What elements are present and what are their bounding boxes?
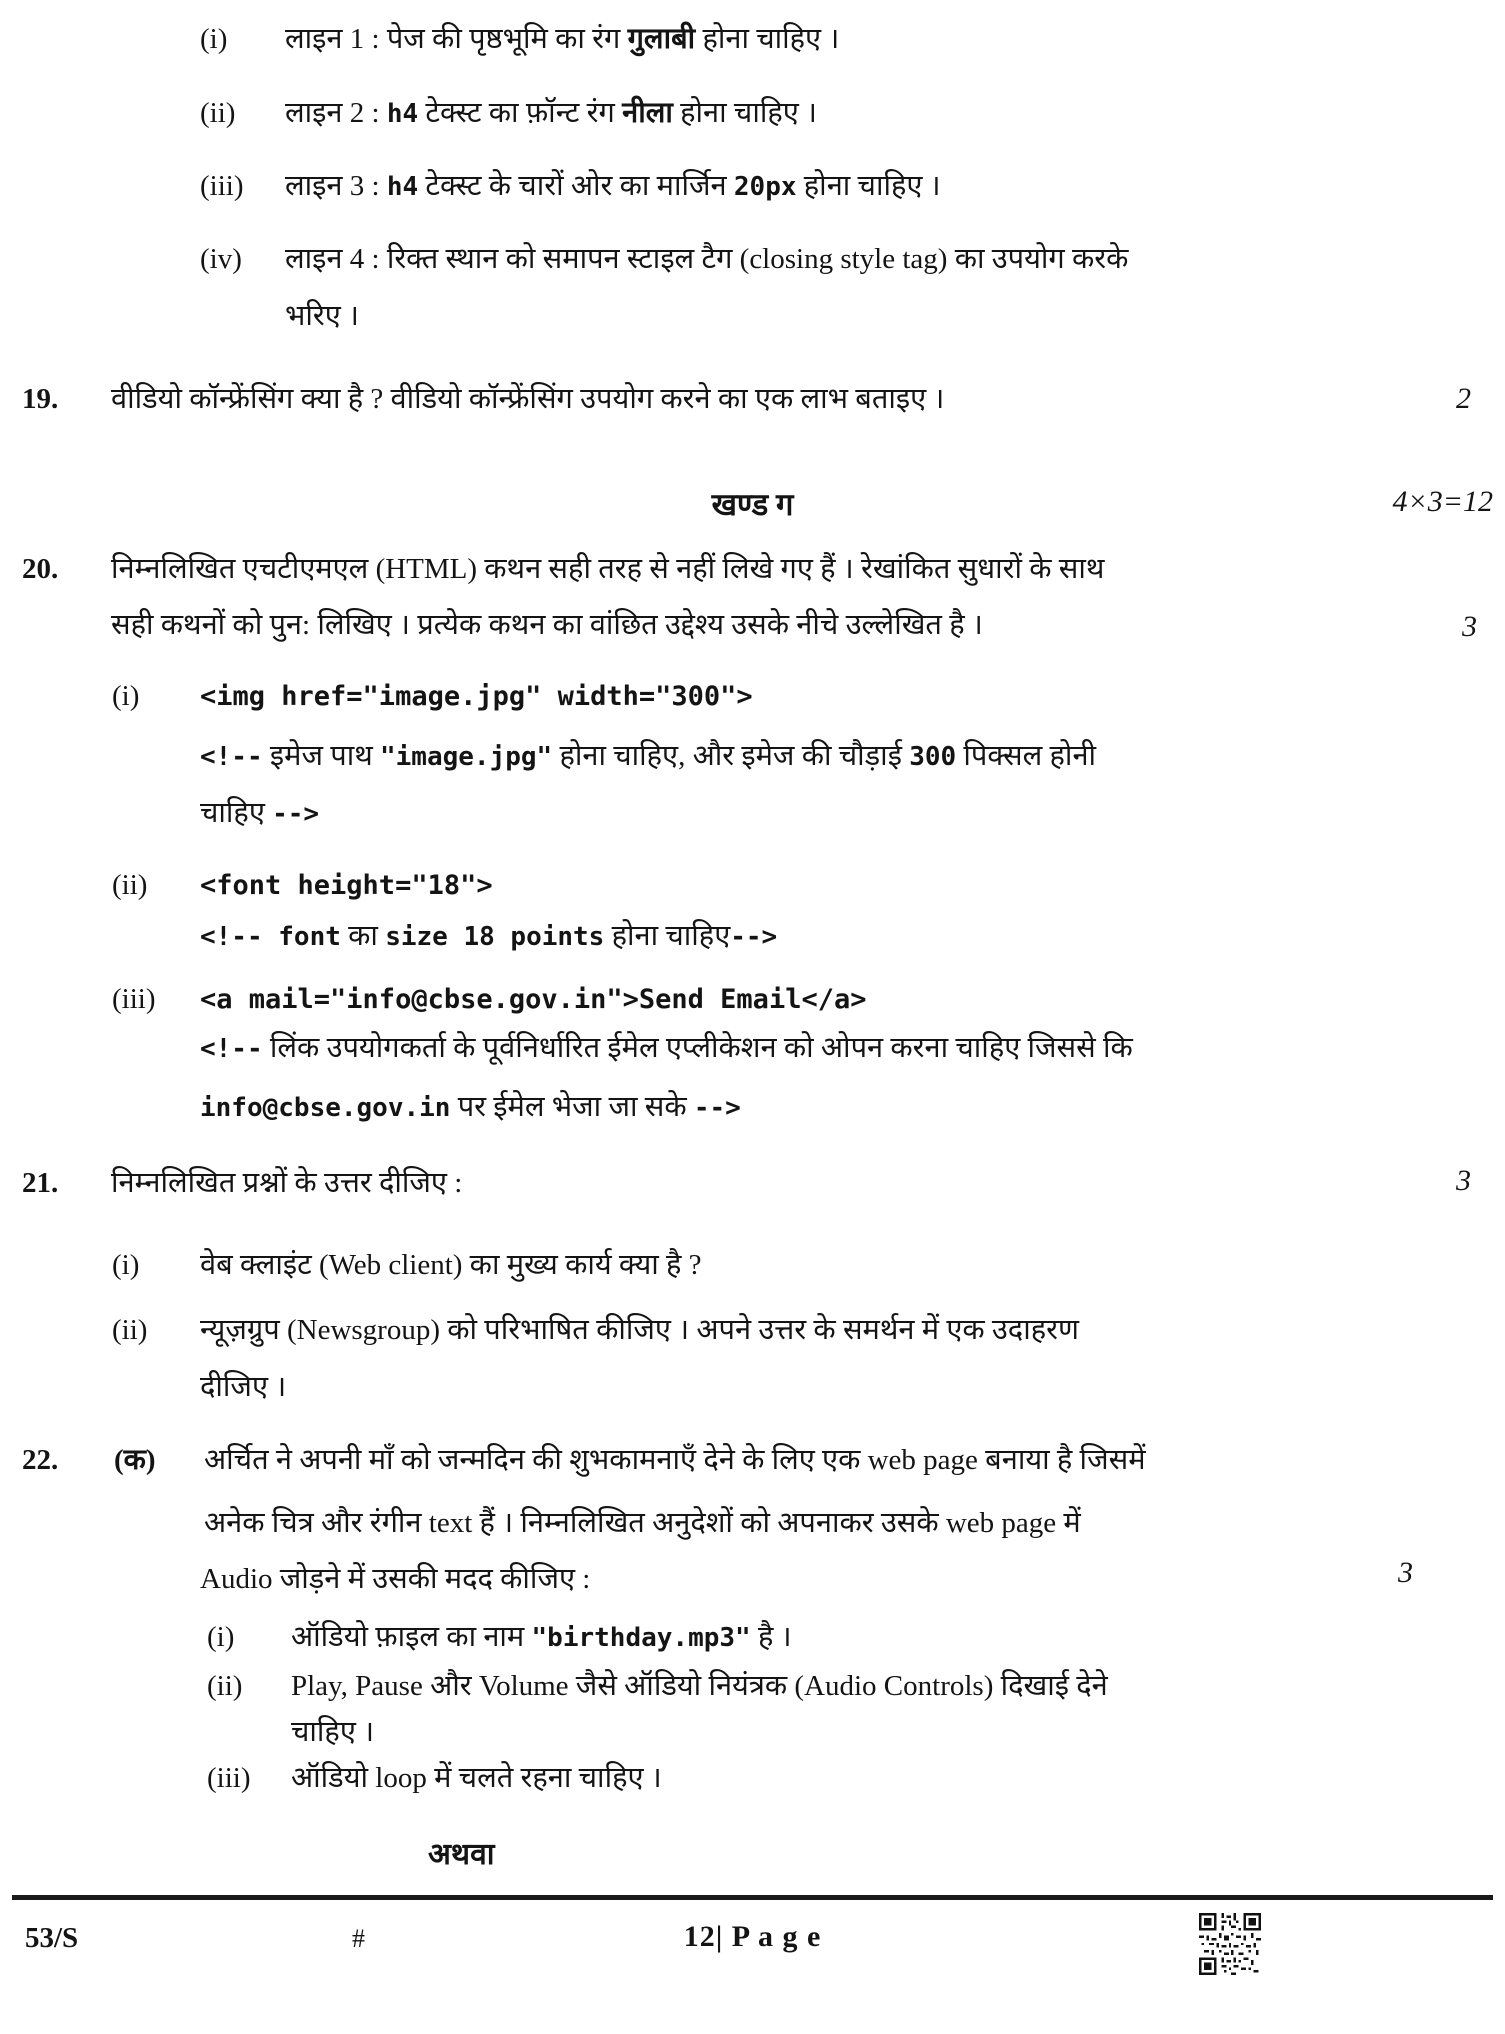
item-number: (iv): [200, 243, 242, 275]
intro-item-4: [200, 240, 1128, 279]
q21-item-2-line1: [112, 1311, 1079, 1350]
item-text: लाइन 2 :: [285, 97, 387, 129]
intro-item-2: [200, 94, 817, 133]
marks-q21: 3: [1456, 1164, 1471, 1197]
q20-item-3-comment-line2: [200, 1088, 741, 1127]
question-text: अर्चित ने अपनी माँ को जन्मदिन की शुभकामनाएँ देने के लिए एक web page बनाया है जिसमें: [204, 1444, 1146, 1476]
q22-item-3: [207, 1759, 662, 1798]
item-number: (i): [200, 23, 228, 55]
question-number: 20.: [22, 553, 59, 585]
item-number: (iii): [207, 1762, 251, 1794]
hash-mark: #: [352, 1924, 365, 1953]
question-22-line2: [204, 1504, 1081, 1543]
item-text: भरिए ।: [285, 300, 360, 332]
part-label: (क): [114, 1444, 156, 1476]
bold-word: गुलाबी: [627, 23, 696, 55]
code-token: info@cbse.gov.in: [200, 1093, 451, 1123]
item-text: टेक्स्ट के चारों ओर का मार्जिन: [418, 170, 734, 202]
comment-open: <!--: [200, 1034, 263, 1064]
comment-text: होना चाहिए: [604, 920, 731, 952]
question-text: निम्नलिखित प्रश्नों के उत्तर दीजिए :: [111, 1167, 463, 1199]
html-code: <font height="18">: [200, 870, 493, 901]
question-text: अनेक चित्र और रंगीन text हैं । निम्नलिखित अनुदेशों को अपनाकर उसके web page में: [204, 1507, 1081, 1539]
code-token: "image.jpg": [380, 742, 553, 772]
item-text: न्यूज़ग्रुप (Newsgroup) को परिभाषित कीजिए । अपने उत्तर के समर्थन में एक उदाहरण: [200, 1314, 1079, 1346]
comment-text: इमेज पाथ: [262, 740, 380, 772]
comment-close: -->: [730, 922, 778, 952]
question-21: [22, 1164, 462, 1203]
item-text: लाइन 3 :: [285, 170, 387, 202]
bold-word: नीला: [622, 97, 673, 129]
comment-open: <!--: [200, 742, 263, 772]
item-number: (i): [207, 1621, 235, 1653]
item-text: टेक्स्ट का फ़ॉन्ट रंग: [418, 97, 623, 129]
question-20-line1: [22, 550, 1104, 589]
question-number: 19.: [22, 383, 59, 415]
item-text: दीजिए ।: [200, 1371, 287, 1403]
comment-text: लिंक उपयोगकर्ता के पूर्वनिर्धारित ईमेल एप्लीकेशन को ओपन करना चाहिए जिससे कि: [262, 1032, 1133, 1064]
marks-q20: 3: [1462, 610, 1477, 643]
comment-text: चाहिए: [200, 797, 273, 829]
item-number: (iii): [200, 170, 244, 202]
code-token: 300: [909, 742, 957, 772]
question-22-line1: [22, 1441, 1146, 1480]
q20-item-1-comment-line1: [200, 737, 1096, 776]
code-token: size 18 points: [385, 922, 605, 952]
qr-code-icon: [1198, 1913, 1262, 1975]
q20-item-3-comment-line1: [200, 1029, 1133, 1068]
section-marks: 4×3=12: [1392, 485, 1493, 518]
html-code: <img href="image.jpg" width="300">: [200, 681, 753, 712]
comment-text: होना चाहिए, और इमेज की चौड़ाई: [552, 740, 910, 772]
question-20-line2: [111, 606, 983, 645]
q20-item-2-code: [112, 866, 493, 905]
comment-close: -->: [693, 1093, 741, 1123]
marks-q22: 3: [1398, 1556, 1413, 1589]
question-text: निम्नलिखित एचटीएमएल (HTML) कथन सही तरह से नहीं लिखे गए हैं । रेखांकित सुधारों के साथ: [111, 553, 1105, 585]
item-text: ऑडियो फ़ाइल का नाम: [291, 1621, 532, 1653]
comment-open: <!-- font: [200, 922, 341, 952]
item-text: है ।: [750, 1621, 792, 1653]
item-text: लाइन 4 : रिक्त स्थान को समापन स्टाइल टैग (closing style tag) का उपयोग करके: [285, 243, 1129, 275]
q20-item-3-code: [112, 980, 866, 1019]
comment-close: -->: [272, 799, 320, 829]
q21-item-1: [112, 1246, 702, 1285]
question-number: 22.: [22, 1444, 59, 1476]
code-token: h4: [386, 172, 419, 202]
q20-item-2-comment: [200, 917, 777, 956]
item-number: (iii): [112, 983, 156, 1015]
q22-item-1: [207, 1618, 792, 1657]
question-22-line3: [200, 1560, 590, 1599]
item-text: Play, Pause और Volume जैसे ऑडियो नियंत्रक (Audio Controls) दिखाई देने: [291, 1670, 1108, 1702]
item-text: होना चाहिए ।: [695, 23, 840, 55]
paper-code: 53/S: [25, 1922, 79, 1954]
code-token: "birthday.mp3": [531, 1623, 751, 1653]
item-number: (i): [112, 680, 140, 712]
question-text: Audio जोड़ने में उसकी मदद कीजिए :: [200, 1563, 591, 1595]
question-text: सही कथनों को पुन: लिखिए । प्रत्येक कथन का वांछित उद्देश्य उसके नीचे उल्लेखित है ।: [111, 609, 983, 641]
q20-item-1-code: [112, 677, 753, 716]
item-text: लाइन 1 : पेज की पृष्ठभूमि का रंग: [285, 23, 628, 55]
item-number: (ii): [112, 869, 148, 901]
item-text: ऑडियो loop में चलते रहना चाहिए ।: [291, 1762, 662, 1794]
item-text: होना चाहिए ।: [796, 170, 941, 202]
html-code: <a mail="info@cbse.gov.in">Send Email</a>: [200, 984, 867, 1015]
item-text: वेब क्लाइंट (Web client) का मुख्य कार्य क्या है ?: [200, 1249, 702, 1281]
question-19: [22, 380, 944, 419]
question-text: वीडियो कॉन्फ्रेंसिंग क्या है ? वीडियो कॉन्फ्रेंसिंग उपयोग करने का एक लाभ बताइए ।: [111, 383, 945, 415]
item-text: चाहिए ।: [291, 1716, 375, 1748]
q21-item-2-line2: [200, 1368, 286, 1407]
comment-text: का: [340, 920, 386, 952]
footer-divider: [12, 1895, 1493, 1900]
q20-item-1-comment-line2: [200, 794, 319, 833]
item-number: (ii): [112, 1314, 148, 1346]
item-number: (ii): [200, 97, 236, 129]
code-token: 20px: [733, 172, 797, 202]
or-label: अथवा: [428, 1838, 495, 1871]
q22-item-2-line2: [291, 1713, 374, 1752]
item-text: होना चाहिए ।: [672, 97, 818, 129]
question-number: 21.: [22, 1167, 59, 1199]
comment-text: पर ईमेल भेजा जा सके: [450, 1091, 694, 1123]
comment-text: पिक्सल होनी: [956, 740, 1097, 772]
section-title: खण्ड ग: [711, 487, 794, 522]
page-number: 12| P a g e: [683, 1920, 822, 1953]
intro-item-1: [200, 20, 839, 59]
intro-item-4-line2: [285, 297, 359, 336]
intro-item-3: [200, 167, 941, 206]
code-token: h4: [386, 99, 419, 129]
item-number: (ii): [207, 1670, 243, 1702]
marks-q19: 2: [1456, 382, 1471, 415]
item-number: (i): [112, 1249, 140, 1281]
q22-item-2-line1: [207, 1667, 1108, 1706]
